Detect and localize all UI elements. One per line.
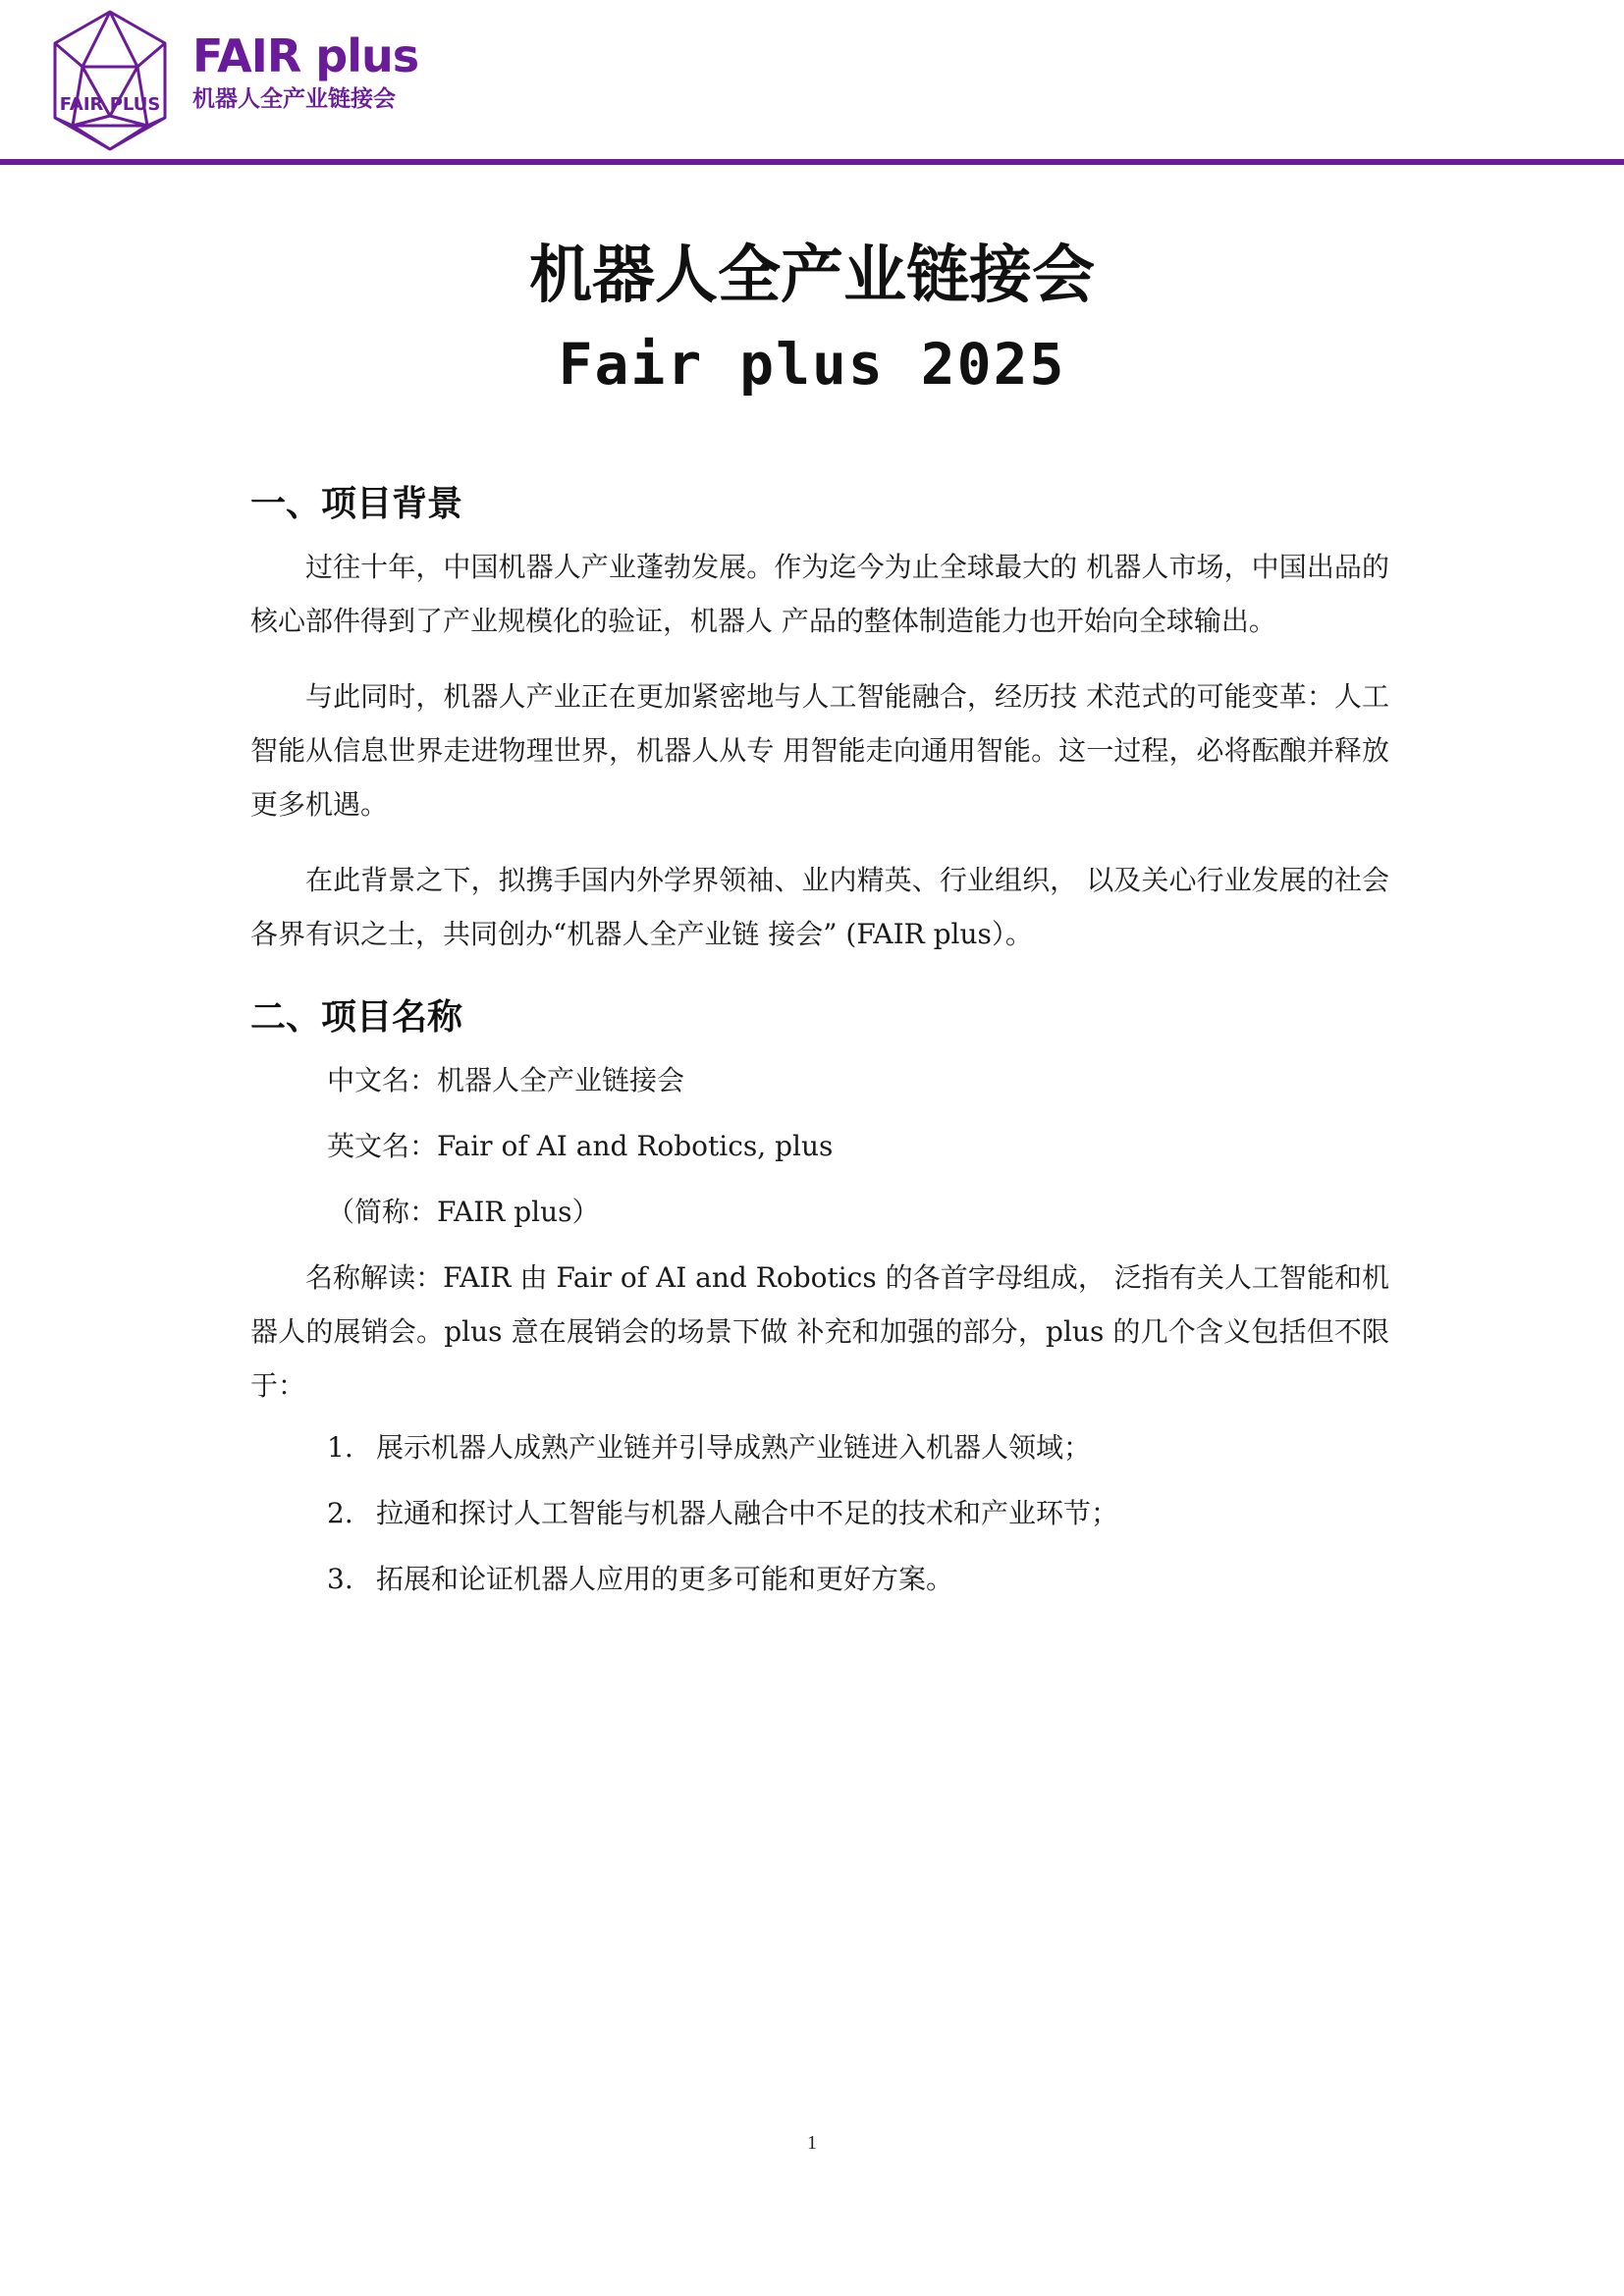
name-cn-line: 中文名：机器人全产业链接会 [327, 1064, 685, 1096]
name-en-line: 英文名：Fair of AI and Robotics, plus [327, 1130, 834, 1162]
paragraph: 在此背景之下，拟携手国内外学界领袖、业内精英、行业组织， 以及关心行业发展的社会各界有识之士，共同创办“机器人全产业链 接会” (FAIR plus）。 [250, 864, 1389, 950]
brand-block [192, 31, 418, 114]
page-header [0, 0, 1624, 167]
list-text: 拉通和探讨人工智能与机器人融合中不足的技术和产业环节； [376, 1497, 1119, 1529]
list-item [250, 1552, 1389, 1606]
name-abbr-line: （简称：FAIR plus） [327, 1196, 600, 1228]
name-explanation: 名称解读：FAIR 由 Fair of AI and Robotics 的各首字母组成， 泛指有关人工智能和机器人的展销会。plus 意在展销会的场景下做 补充和加强的部分，plus 的几个含义包括但不限于： [250, 1261, 1389, 1402]
list-text: 拓展和论证机器人应用的更多可能和更好方案。 [376, 1563, 954, 1595]
list-item [250, 1486, 1389, 1540]
section-background [250, 469, 1389, 961]
brand-name-en: FAIR plus [192, 29, 419, 82]
document-body [250, 469, 1389, 1618]
list-number: 1. [327, 1431, 353, 1464]
list-number: 3. [327, 1563, 353, 1595]
brand-name-cn: 机器人全产业链接会 [192, 86, 396, 112]
fair-plus-logo-icon [43, 8, 177, 153]
section-project-name [250, 983, 1389, 1606]
document-title [0, 232, 1624, 408]
title-en: Fair plus 2025 [558, 331, 1066, 398]
paragraph: 与此同时，机器人产业正在更加紧密地与人工智能融合，经历技 术范式的可能变革：人工智能从信息世界走进物理世界，机器人从专 用智能走向通用智能。这一过程，必将酝酿并释放更多机遇。 [250, 680, 1389, 821]
list-number: 2. [327, 1497, 353, 1529]
list-item [250, 1420, 1389, 1474]
page-number: 1 [807, 2132, 817, 2154]
header-divider [0, 159, 1624, 165]
logo-lettering: FAIR PLUS [59, 94, 161, 115]
list-text: 展示机器人成熟产业链并引导成熟产业链进入机器人领域； [376, 1431, 1092, 1464]
title-cn: 机器人全产业链接会 [529, 240, 1095, 312]
section-heading: 一、项目背景 [250, 484, 463, 524]
section-heading: 二、项目名称 [250, 997, 463, 1038]
paragraph: 过往十年，中国机器人产业蓬勃发展。作为迄今为止全球最大的 机器人市场，中国出品的核心部件得到了产业规模化的验证，机器人 产品的整体制造能力也开始向全球输出。 [250, 551, 1389, 637]
